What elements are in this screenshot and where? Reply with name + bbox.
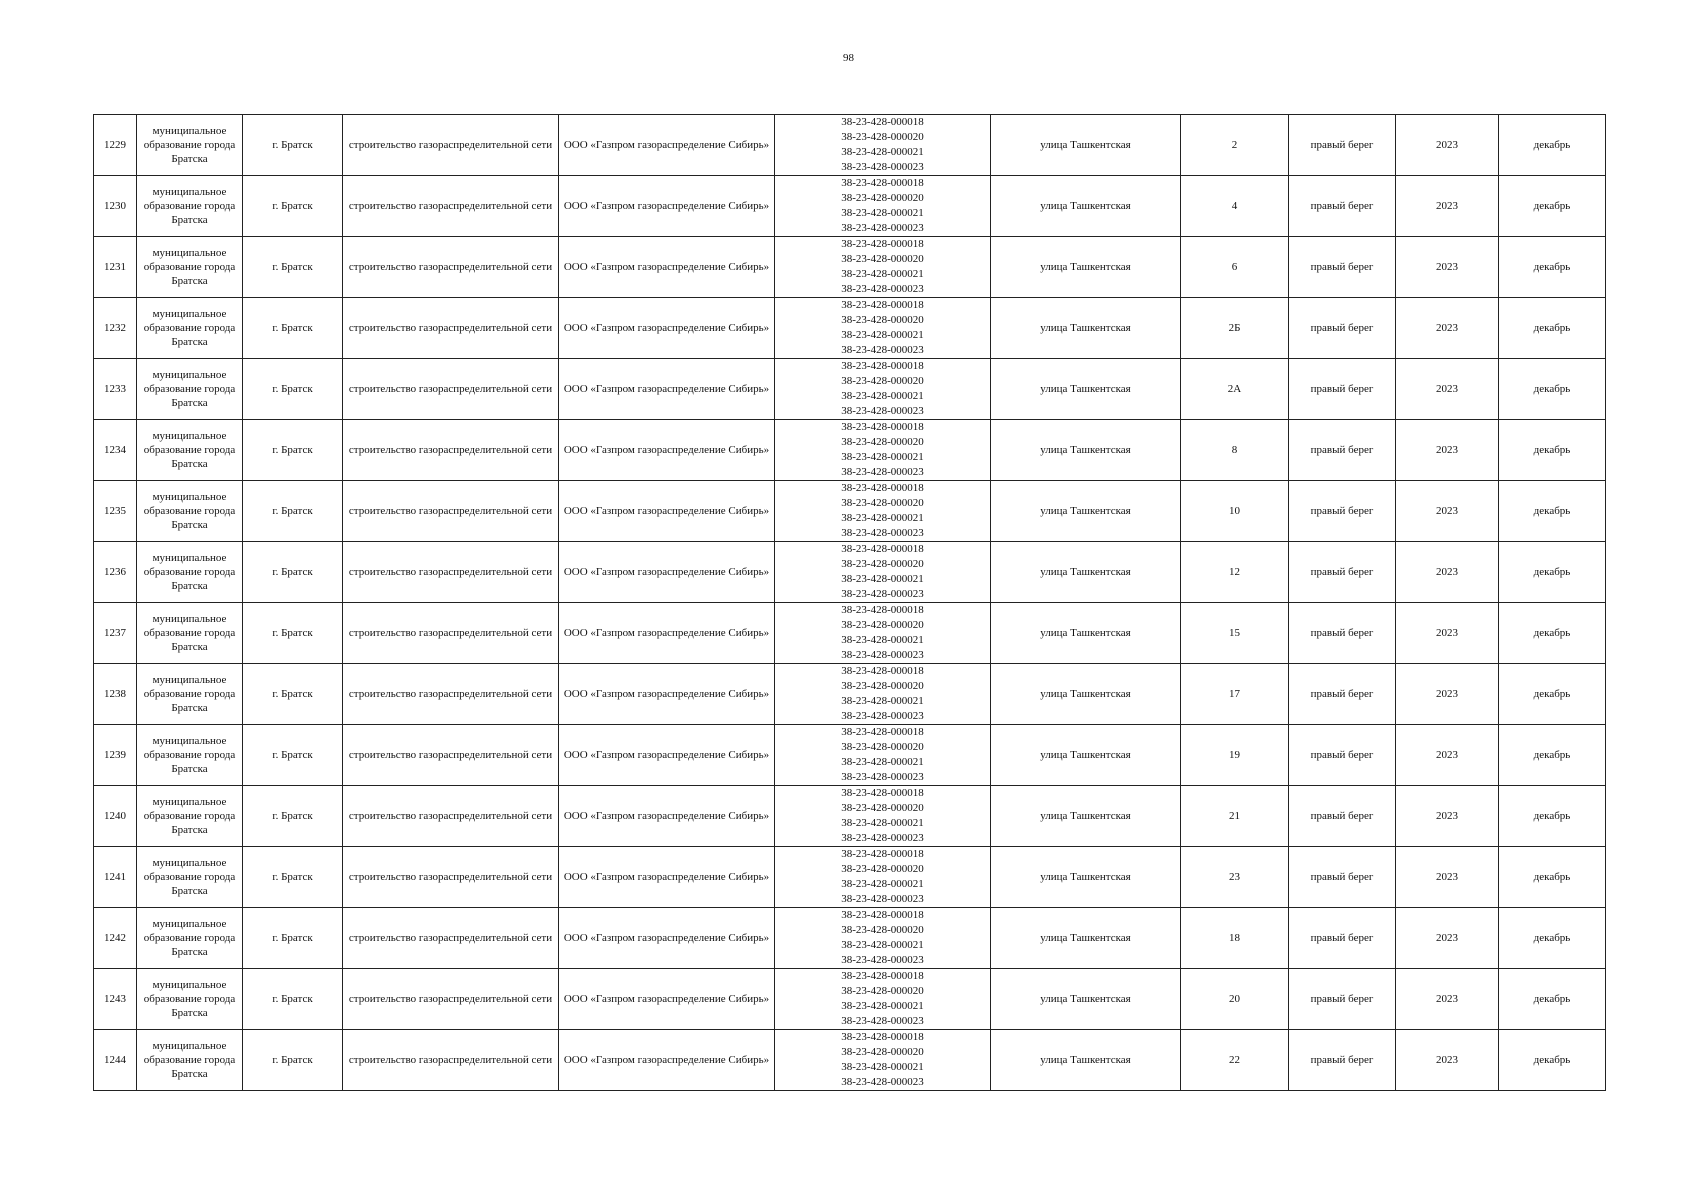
cadastral-number: 38-23-428-000021 (841, 1061, 924, 1073)
work-type-cell: строительство газораспределительной сети (343, 176, 559, 237)
organization-cell: ООО «Газпром газораспределение Сибирь» (559, 176, 775, 237)
table-row (94, 908, 1606, 969)
cadastral-numbers-cell (775, 542, 991, 603)
cadastral-numbers-cell (775, 115, 991, 176)
row-number-cell: 1232 (94, 298, 137, 359)
river-bank-cell: правый берег (1289, 115, 1396, 176)
year-cell: 2023 (1396, 237, 1499, 298)
street-cell: улица Ташкентская (991, 603, 1181, 664)
cadastral-number: 38-23-428-000023 (841, 954, 924, 966)
street-cell: улица Ташкентская (991, 176, 1181, 237)
municipality-cell: муниципальное образование города Братска (137, 176, 243, 237)
house-number-cell: 12 (1181, 542, 1289, 603)
city-cell: г. Братск (243, 542, 343, 603)
month-cell: декабрь (1499, 176, 1606, 237)
street-cell: улица Ташкентская (991, 420, 1181, 481)
organization-cell: ООО «Газпром газораспределение Сибирь» (559, 298, 775, 359)
year-cell: 2023 (1396, 847, 1499, 908)
cadastral-numbers-cell (775, 725, 991, 786)
river-bank-cell: правый берег (1289, 786, 1396, 847)
river-bank-cell: правый берег (1289, 298, 1396, 359)
street-cell: улица Ташкентская (991, 298, 1181, 359)
cadastral-number: 38-23-428-000020 (841, 741, 924, 753)
cadastral-number: 38-23-428-000021 (841, 1000, 924, 1012)
river-bank-cell: правый берег (1289, 969, 1396, 1030)
cadastral-number: 38-23-428-000018 (841, 665, 924, 677)
house-number-cell: 20 (1181, 969, 1289, 1030)
cadastral-number: 38-23-428-000020 (841, 1046, 924, 1058)
row-number-cell: 1241 (94, 847, 137, 908)
page-number: 98 (843, 52, 854, 64)
cadastral-number: 38-23-428-000021 (841, 695, 924, 707)
month-cell: декабрь (1499, 359, 1606, 420)
cadastral-numbers-cell (775, 786, 991, 847)
month-cell: декабрь (1499, 298, 1606, 359)
municipality-cell: муниципальное образование города Братска (137, 847, 243, 908)
cadastral-number: 38-23-428-000020 (841, 436, 924, 448)
row-number-cell: 1234 (94, 420, 137, 481)
organization-cell: ООО «Газпром газораспределение Сибирь» (559, 969, 775, 1030)
cadastral-number: 38-23-428-000018 (841, 1031, 924, 1043)
table-row (94, 664, 1606, 725)
street-cell: улица Ташкентская (991, 542, 1181, 603)
cadastral-number: 38-23-428-000020 (841, 253, 924, 265)
cadastral-number: 38-23-428-000020 (841, 131, 924, 143)
year-cell: 2023 (1396, 115, 1499, 176)
cadastral-number: 38-23-428-000021 (841, 268, 924, 280)
city-cell: г. Братск (243, 908, 343, 969)
river-bank-cell: правый берег (1289, 237, 1396, 298)
cadastral-number: 38-23-428-000021 (841, 634, 924, 646)
city-cell: г. Братск (243, 603, 343, 664)
cadastral-number: 38-23-428-000018 (841, 177, 924, 189)
row-number-cell: 1229 (94, 115, 137, 176)
organization-cell: ООО «Газпром газораспределение Сибирь» (559, 603, 775, 664)
cadastral-number: 38-23-428-000023 (841, 222, 924, 234)
city-cell: г. Братск (243, 115, 343, 176)
municipality-cell: муниципальное образование города Братска (137, 908, 243, 969)
cadastral-number: 38-23-428-000021 (841, 390, 924, 402)
row-number-cell: 1243 (94, 969, 137, 1030)
table-row (94, 969, 1606, 1030)
organization-cell: ООО «Газпром газораспределение Сибирь» (559, 786, 775, 847)
gas-network-table (93, 114, 1606, 1091)
work-type-cell: строительство газораспределительной сети (343, 542, 559, 603)
table-row (94, 359, 1606, 420)
cadastral-number: 38-23-428-000023 (841, 527, 924, 539)
cadastral-numbers-cell (775, 969, 991, 1030)
cadastral-numbers-cell (775, 603, 991, 664)
house-number-cell: 6 (1181, 237, 1289, 298)
street-cell: улица Ташкентская (991, 115, 1181, 176)
month-cell: декабрь (1499, 908, 1606, 969)
cadastral-number: 38-23-428-000018 (841, 909, 924, 921)
city-cell: г. Братск (243, 176, 343, 237)
row-number-cell: 1231 (94, 237, 137, 298)
municipality-cell: муниципальное образование города Братска (137, 603, 243, 664)
month-cell: декабрь (1499, 1030, 1606, 1091)
year-cell: 2023 (1396, 725, 1499, 786)
municipality-cell: муниципальное образование города Братска (137, 1030, 243, 1091)
river-bank-cell: правый берег (1289, 176, 1396, 237)
month-cell: декабрь (1499, 481, 1606, 542)
work-type-cell: строительство газораспределительной сети (343, 908, 559, 969)
river-bank-cell: правый берег (1289, 847, 1396, 908)
street-cell: улица Ташкентская (991, 969, 1181, 1030)
month-cell: декабрь (1499, 420, 1606, 481)
table-body (94, 115, 1606, 1091)
cadastral-number: 38-23-428-000020 (841, 985, 924, 997)
house-number-cell: 21 (1181, 786, 1289, 847)
organization-cell: ООО «Газпром газораспределение Сибирь» (559, 481, 775, 542)
house-number-cell: 10 (1181, 481, 1289, 542)
table-row (94, 481, 1606, 542)
street-cell: улица Ташкентская (991, 786, 1181, 847)
cadastral-number: 38-23-428-000023 (841, 161, 924, 173)
cadastral-numbers-cell (775, 237, 991, 298)
cadastral-number: 38-23-428-000023 (841, 405, 924, 417)
organization-cell: ООО «Газпром газораспределение Сибирь» (559, 1030, 775, 1091)
organization-cell: ООО «Газпром газораспределение Сибирь» (559, 664, 775, 725)
year-cell: 2023 (1396, 969, 1499, 1030)
cadastral-numbers-cell (775, 176, 991, 237)
house-number-cell: 2А (1181, 359, 1289, 420)
municipality-cell: муниципальное образование города Братска (137, 542, 243, 603)
house-number-cell: 4 (1181, 176, 1289, 237)
cadastral-number: 38-23-428-000020 (841, 619, 924, 631)
city-cell: г. Братск (243, 481, 343, 542)
work-type-cell: строительство газораспределительной сети (343, 420, 559, 481)
cadastral-number: 38-23-428-000018 (841, 543, 924, 555)
river-bank-cell: правый берег (1289, 420, 1396, 481)
work-type-cell: строительство газораспределительной сети (343, 969, 559, 1030)
organization-cell: ООО «Газпром газораспределение Сибирь» (559, 359, 775, 420)
table-row (94, 420, 1606, 481)
house-number-cell: 23 (1181, 847, 1289, 908)
cadastral-number: 38-23-428-000021 (841, 756, 924, 768)
cadastral-number: 38-23-428-000018 (841, 360, 924, 372)
row-number-cell: 1233 (94, 359, 137, 420)
table-row (94, 1030, 1606, 1091)
cadastral-numbers-cell (775, 1030, 991, 1091)
work-type-cell: строительство газораспределительной сети (343, 725, 559, 786)
month-cell: декабрь (1499, 786, 1606, 847)
house-number-cell: 22 (1181, 1030, 1289, 1091)
cadastral-number: 38-23-428-000023 (841, 344, 924, 356)
row-number-cell: 1235 (94, 481, 137, 542)
cadastral-number: 38-23-428-000023 (841, 1076, 924, 1088)
organization-cell: ООО «Газпром газораспределение Сибирь» (559, 237, 775, 298)
table-row (94, 115, 1606, 176)
row-number-cell: 1244 (94, 1030, 137, 1091)
cadastral-number: 38-23-428-000018 (841, 787, 924, 799)
cadastral-number: 38-23-428-000023 (841, 466, 924, 478)
river-bank-cell: правый берег (1289, 1030, 1396, 1091)
organization-cell: ООО «Газпром газораспределение Сибирь» (559, 420, 775, 481)
table-row (94, 542, 1606, 603)
cadastral-number: 38-23-428-000023 (841, 832, 924, 844)
city-cell: г. Братск (243, 725, 343, 786)
street-cell: улица Ташкентская (991, 1030, 1181, 1091)
city-cell: г. Братск (243, 1030, 343, 1091)
work-type-cell: строительство газораспределительной сети (343, 237, 559, 298)
cadastral-number: 38-23-428-000023 (841, 588, 924, 600)
row-number-cell: 1239 (94, 725, 137, 786)
work-type-cell: строительство газораспределительной сети (343, 603, 559, 664)
cadastral-number: 38-23-428-000018 (841, 726, 924, 738)
river-bank-cell: правый берег (1289, 725, 1396, 786)
year-cell: 2023 (1396, 786, 1499, 847)
cadastral-numbers-cell (775, 298, 991, 359)
year-cell: 2023 (1396, 176, 1499, 237)
year-cell: 2023 (1396, 359, 1499, 420)
cadastral-number: 38-23-428-000018 (841, 116, 924, 128)
month-cell: декабрь (1499, 847, 1606, 908)
cadastral-number: 38-23-428-000018 (841, 421, 924, 433)
cadastral-number: 38-23-428-000020 (841, 680, 924, 692)
row-number-cell: 1240 (94, 786, 137, 847)
organization-cell: ООО «Газпром газораспределение Сибирь» (559, 847, 775, 908)
cadastral-number: 38-23-428-000021 (841, 207, 924, 219)
city-cell: г. Братск (243, 359, 343, 420)
city-cell: г. Братск (243, 786, 343, 847)
cadastral-number: 38-23-428-000020 (841, 192, 924, 204)
cadastral-number: 38-23-428-000018 (841, 238, 924, 250)
cadastral-number: 38-23-428-000020 (841, 497, 924, 509)
table-row (94, 298, 1606, 359)
cadastral-number: 38-23-428-000023 (841, 283, 924, 295)
cadastral-number: 38-23-428-000021 (841, 939, 924, 951)
house-number-cell: 17 (1181, 664, 1289, 725)
cadastral-number: 38-23-428-000018 (841, 970, 924, 982)
city-cell: г. Братск (243, 298, 343, 359)
month-cell: декабрь (1499, 664, 1606, 725)
year-cell: 2023 (1396, 908, 1499, 969)
work-type-cell: строительство газораспределительной сети (343, 847, 559, 908)
row-number-cell: 1242 (94, 908, 137, 969)
organization-cell: ООО «Газпром газораспределение Сибирь» (559, 725, 775, 786)
street-cell: улица Ташкентская (991, 237, 1181, 298)
street-cell: улица Ташкентская (991, 725, 1181, 786)
cadastral-number: 38-23-428-000021 (841, 329, 924, 341)
row-number-cell: 1238 (94, 664, 137, 725)
organization-cell: ООО «Газпром газораспределение Сибирь» (559, 542, 775, 603)
cadastral-numbers-cell (775, 420, 991, 481)
cadastral-number: 38-23-428-000021 (841, 512, 924, 524)
year-cell: 2023 (1396, 1030, 1499, 1091)
municipality-cell: муниципальное образование города Братска (137, 115, 243, 176)
work-type-cell: строительство газораспределительной сети (343, 298, 559, 359)
city-cell: г. Братск (243, 847, 343, 908)
year-cell: 2023 (1396, 481, 1499, 542)
cadastral-number: 38-23-428-000018 (841, 604, 924, 616)
municipality-cell: муниципальное образование города Братска (137, 786, 243, 847)
cadastral-number: 38-23-428-000023 (841, 1015, 924, 1027)
work-type-cell: строительство газораспределительной сети (343, 786, 559, 847)
organization-cell: ООО «Газпром газораспределение Сибирь» (559, 908, 775, 969)
house-number-cell: 18 (1181, 908, 1289, 969)
municipality-cell: муниципальное образование города Братска (137, 664, 243, 725)
cadastral-number: 38-23-428-000021 (841, 878, 924, 890)
row-number-cell: 1230 (94, 176, 137, 237)
city-cell: г. Братск (243, 420, 343, 481)
table-row (94, 237, 1606, 298)
cadastral-number: 38-23-428-000023 (841, 893, 924, 905)
table-row (94, 176, 1606, 237)
municipality-cell: муниципальное образование города Братска (137, 359, 243, 420)
house-number-cell: 8 (1181, 420, 1289, 481)
river-bank-cell: правый берег (1289, 603, 1396, 664)
work-type-cell: строительство газораспределительной сети (343, 1030, 559, 1091)
row-number-cell: 1236 (94, 542, 137, 603)
municipality-cell: муниципальное образование города Братска (137, 725, 243, 786)
cadastral-numbers-cell (775, 481, 991, 542)
municipality-cell: муниципальное образование города Братска (137, 298, 243, 359)
city-cell: г. Братск (243, 664, 343, 725)
municipality-cell: муниципальное образование города Братска (137, 481, 243, 542)
table-row (94, 847, 1606, 908)
cadastral-number: 38-23-428-000021 (841, 817, 924, 829)
cadastral-number: 38-23-428-000020 (841, 924, 924, 936)
year-cell: 2023 (1396, 298, 1499, 359)
work-type-cell: строительство газораспределительной сети (343, 481, 559, 542)
cadastral-number: 38-23-428-000018 (841, 482, 924, 494)
street-cell: улица Ташкентская (991, 481, 1181, 542)
cadastral-number: 38-23-428-000023 (841, 649, 924, 661)
house-number-cell: 2Б (1181, 298, 1289, 359)
street-cell: улица Ташкентская (991, 664, 1181, 725)
river-bank-cell: правый берег (1289, 908, 1396, 969)
month-cell: декабрь (1499, 603, 1606, 664)
cadastral-number: 38-23-428-000020 (841, 314, 924, 326)
table-row (94, 725, 1606, 786)
row-number-cell: 1237 (94, 603, 137, 664)
house-number-cell: 2 (1181, 115, 1289, 176)
cadastral-numbers-cell (775, 847, 991, 908)
table-row (94, 603, 1606, 664)
year-cell: 2023 (1396, 542, 1499, 603)
street-cell: улица Ташкентская (991, 908, 1181, 969)
municipality-cell: муниципальное образование города Братска (137, 237, 243, 298)
river-bank-cell: правый берег (1289, 359, 1396, 420)
river-bank-cell: правый берег (1289, 481, 1396, 542)
table-row (94, 786, 1606, 847)
month-cell: декабрь (1499, 115, 1606, 176)
cadastral-number: 38-23-428-000021 (841, 146, 924, 158)
cadastral-number: 38-23-428-000020 (841, 863, 924, 875)
month-cell: декабрь (1499, 542, 1606, 603)
work-type-cell: строительство газораспределительной сети (343, 115, 559, 176)
city-cell: г. Братск (243, 237, 343, 298)
year-cell: 2023 (1396, 603, 1499, 664)
cadastral-number: 38-23-428-000018 (841, 299, 924, 311)
month-cell: декабрь (1499, 725, 1606, 786)
street-cell: улица Ташкентская (991, 359, 1181, 420)
street-cell: улица Ташкентская (991, 847, 1181, 908)
cadastral-numbers-cell (775, 359, 991, 420)
cadastral-number: 38-23-428-000021 (841, 573, 924, 585)
cadastral-number: 38-23-428-000020 (841, 375, 924, 387)
cadastral-number: 38-23-428-000023 (841, 771, 924, 783)
work-type-cell: строительство газораспределительной сети (343, 359, 559, 420)
house-number-cell: 15 (1181, 603, 1289, 664)
year-cell: 2023 (1396, 420, 1499, 481)
cadastral-numbers-cell (775, 664, 991, 725)
river-bank-cell: правый берег (1289, 664, 1396, 725)
municipality-cell: муниципальное образование города Братска (137, 969, 243, 1030)
house-number-cell: 19 (1181, 725, 1289, 786)
month-cell: декабрь (1499, 237, 1606, 298)
year-cell: 2023 (1396, 664, 1499, 725)
cadastral-numbers-cell (775, 908, 991, 969)
organization-cell: ООО «Газпром газораспределение Сибирь» (559, 115, 775, 176)
cadastral-number: 38-23-428-000020 (841, 802, 924, 814)
work-type-cell: строительство газораспределительной сети (343, 664, 559, 725)
cadastral-number: 38-23-428-000021 (841, 451, 924, 463)
cadastral-number: 38-23-428-000020 (841, 558, 924, 570)
cadastral-number: 38-23-428-000023 (841, 710, 924, 722)
municipality-cell: муниципальное образование города Братска (137, 420, 243, 481)
cadastral-number: 38-23-428-000018 (841, 848, 924, 860)
river-bank-cell: правый берег (1289, 542, 1396, 603)
month-cell: декабрь (1499, 969, 1606, 1030)
city-cell: г. Братск (243, 969, 343, 1030)
